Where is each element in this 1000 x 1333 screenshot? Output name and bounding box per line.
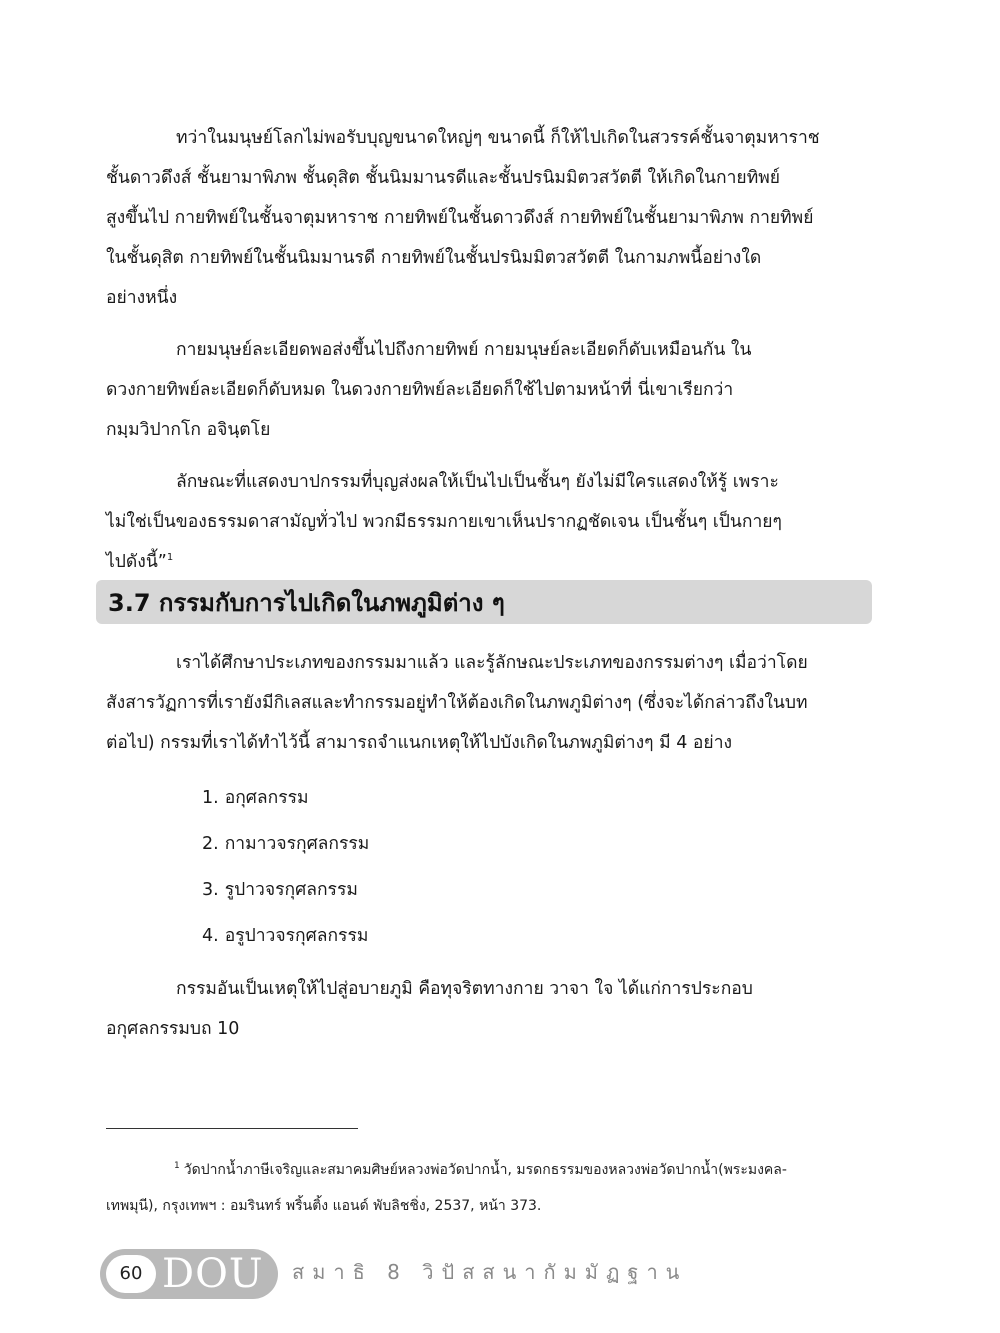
section-heading: 3.7 กรรมกับการไปเกิดในภพภูมิต่าง ๆ (108, 589, 505, 617)
text-line (106, 542, 880, 582)
footnote-text: วัดปากน้ำภาษีเจริญและสมาคมศิษย์หลวงพ่อวัดปากน้ำ, มรดกธรรมของหลวงพ่อวัดปากน้ำ(พระมงคล- (183, 1162, 787, 1178)
list-item (106, 821, 880, 867)
top-text-block (106, 118, 880, 594)
paragraph-karma-characteristics (106, 462, 880, 582)
list-item-text: อกุศลกรรม (224, 788, 309, 808)
list-item-number: 4. (202, 926, 219, 946)
text-line: ลักษณะที่แสดงบาปกรรมที่บุญส่งผลให้เป็นไปเป็นชั้นๆ ยังไม่มีใครแสดงให้รู้ เพราะ (176, 472, 779, 492)
paragraph-heavenly-realms (106, 118, 880, 318)
text-line: สูงขึ้นไป กายทิพย์ในชั้นจาตุมหาราช กายทิพย์ในชั้นดาวดึงส์ กายทิพย์ในชั้นยามาพิภพ กายทิพย์ (106, 208, 814, 228)
page-number: 60 (119, 1263, 143, 1284)
footnote-line (106, 1152, 886, 1188)
dou-logo: DOU (162, 1251, 264, 1297)
page-footer-badge (100, 1249, 280, 1299)
text-line: กายมนุษย์ละเอียดพอส่งขึ้นไปถึงกายทิพย์ กายมนุษย์ละเอียดก็ดับเหมือนกัน ใน (176, 340, 752, 360)
list-item-number: 2. (202, 834, 219, 854)
text-line: กมฺมวิปากโก อจินฺตโย (106, 420, 271, 440)
text-line: อย่างหนึ่ง (106, 288, 178, 308)
list-item-number: 1. (202, 788, 219, 808)
text-line: ไม่ใช่เป็นของธรรมดาสามัญทั่วไป พวกมีธรรมกายเขาเห็นปรากฏชัดเจน เป็นชั้นๆ เป็นกายๆ (106, 512, 782, 532)
text-line: กรรมอันเป็นเหตุให้ไปสู่อบายภูมิ คือทุจริตทางกาย วาจา ใจ ได้แก่การประกอบ (176, 979, 753, 999)
text-line: ชั้นดาวดึงส์ ชั้นยามาพิภพ ชั้นดุสิต ชั้นนิมมานรดีและชั้นปรนิมมิตวสวัตตี ให้เกิดในกายทิพย์ (106, 168, 781, 188)
text-line: อกุศลกรรมบถ 10 (106, 1019, 240, 1039)
list-item (106, 867, 880, 913)
footnote-number: 1 (174, 1161, 180, 1172)
paragraph-refined-body (106, 330, 880, 450)
list-item (106, 913, 880, 959)
text-line: ต่อไป) กรรมที่เราได้ทำไว้นี้ สามารถจำแนกเหตุให้ไปบังเกิดในภพภูมิต่างๆ มี 4 อย่าง (106, 733, 733, 753)
text-line: เราได้ศึกษาประเภทของกรรมมาแล้ว และรู้ลักษณะประเภทของกรรมต่างๆ เมื่อว่าโดย (176, 653, 808, 673)
list-item-text: อรูปาวจรกุศลกรรม (224, 926, 369, 946)
karma-types-list (106, 775, 880, 959)
paragraph-closing (106, 969, 880, 1049)
list-item-text: กามาวจรกุศลกรรม (224, 834, 370, 854)
footnote (106, 1152, 886, 1224)
footnote-divider (106, 1128, 358, 1129)
paragraph-intro (106, 643, 880, 763)
book-title: สมาธิ 8 วิปัสสนากัมมัฏฐาน (292, 1260, 688, 1284)
footnote-reference[interactable]: 1 (166, 552, 174, 564)
list-item-text: รูปาวจรกุศลกรรม (224, 880, 358, 900)
text-line: ทว่าในมนุษย์โลกไม่พอรับบุญขนาดใหญ่ๆ ขนาดนี้ ก็ให้ไปเกิดในสวรรค์ชั้นจาตุมหาราช (176, 128, 820, 148)
text-line-content: ไปดังนี้” (106, 552, 167, 572)
section-body (106, 643, 880, 1061)
footnote-line: เทพมุนี), กรุงเทพฯ : อมรินทร์ พริ้นติ้ง แอนด์ พับลิชชิ่ง, 2537, หน้า 373. (106, 1198, 542, 1214)
text-line: สังสารวัฏการที่เรายังมีกิเลสและทำกรรมอยู่ทำให้ต้องเกิดในภพภูมิต่างๆ (ซึ่งจะได้กล่าวถึงในบท (106, 693, 808, 713)
list-item-number: 3. (202, 880, 219, 900)
list-item (106, 775, 880, 821)
text-line: ในชั้นดุสิต กายทิพย์ในชั้นนิมมานรดี กายทิพย์ในชั้นปรนิมมิตวสวัตตี ในกามภพนี้อย่างใด (106, 248, 762, 268)
text-line: ดวงกายทิพย์ละเอียดก็ดับหมด ในดวงกายทิพย์ละเอียดก็ใช้ไปตามหน้าที่ นี่เขาเรียกว่า (106, 380, 734, 400)
